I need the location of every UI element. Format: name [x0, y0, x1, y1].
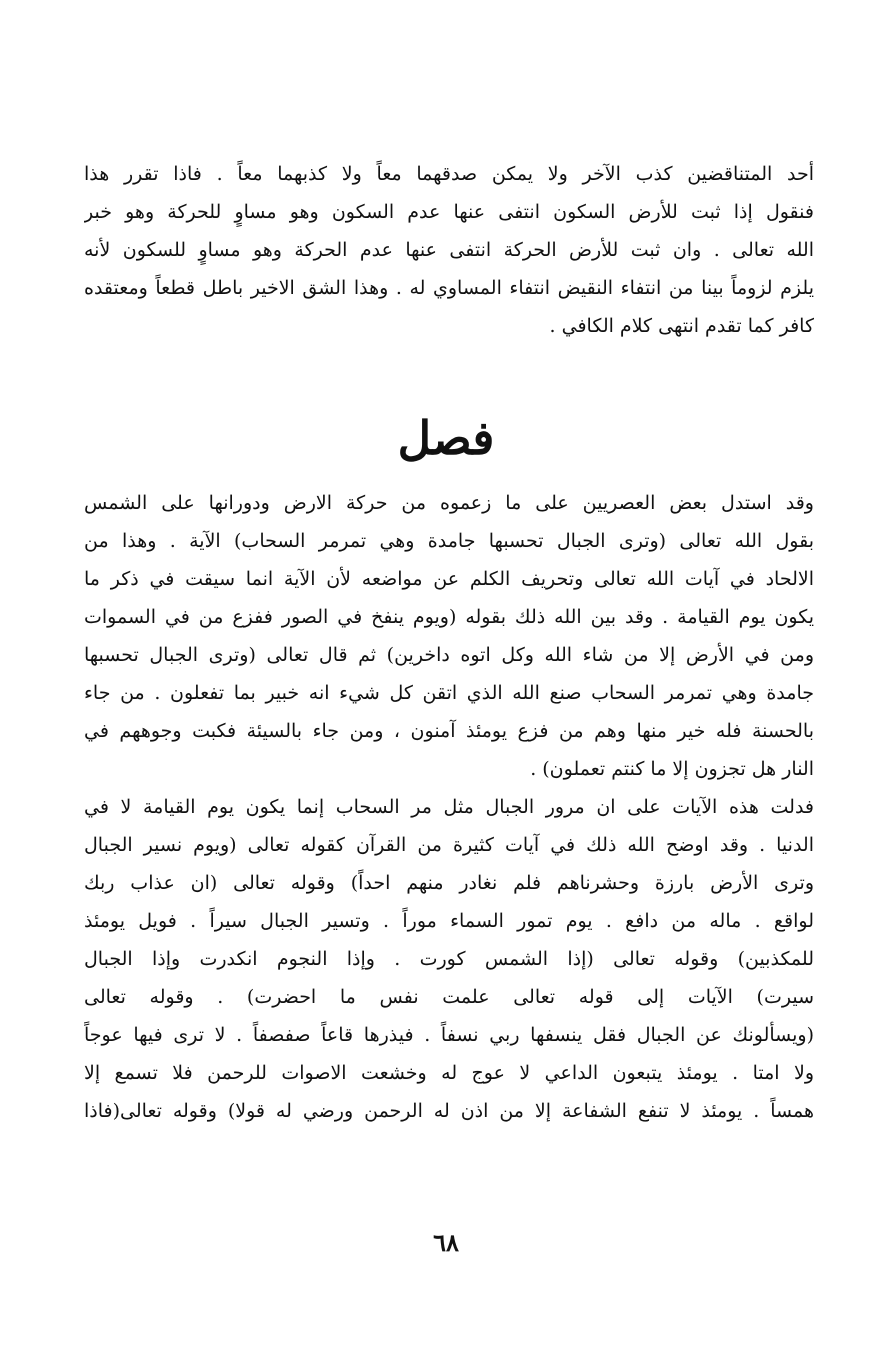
text-line: الله تعالى . وان ثبت للأرض الحركة انتفى عنها عدم الحركة وهو مساوٍ للسكون لأنه [84, 239, 814, 261]
text-line: فنقول إذا ثبت للأرض السكون انتفى عنها عدم السكون وهو مساوٍ للحركة وهو خبر [84, 201, 814, 223]
text-line: الالحاد في آيات الله تعالى وتحريف الكلم عن مواضعه لأن الآية انما سيقت في ذكر ما [84, 568, 814, 590]
text-line: سيرت) الآيات إلى قوله تعالى علمت نفس ما احضرت) . وقوله تعالى [84, 986, 814, 1008]
text-line: ولا امتا . يومئذ يتبعون الداعي لا عوج له وخشعت الاصوات للرحمن فلا تسمع إلا [84, 1062, 814, 1084]
paragraph-1 [84, 155, 814, 345]
text-line: جامدة وهي تمرمر السحاب صنع الله الذي اتقن كل شيء انه خبير بما تفعلون . من جاء [84, 682, 814, 704]
text-line: للمكذبين) وقوله تعالى (إذا الشمس كورت . وإذا النجوم انكدرت وإذا الجبال [84, 948, 814, 970]
text-line: (ويسألونك عن الجبال فقل ينسفها ربي نسفاً . فيذرها قاعاً صفصفاً . لا ترى فيها عوجاً [84, 1024, 814, 1046]
text-line: الدنيا . وقد اوضح الله ذلك في آيات كثيرة من القرآن كقوله تعالى (ويوم نسير الجبال [84, 834, 814, 856]
text-line: أحد المتناقضين كذب الآخر ولا يمكن صدقهما معاً ولا كذبهما معاً . فاذا تقرر هذا [84, 163, 814, 185]
text-line: لواقع . ماله من دافع . يوم تمور السماء موراً . وتسير الجبال سيراً . فويل يومئذ [84, 910, 814, 932]
text-line: وقد استدل بعض العصريين على ما زعموه من حركة الارض ودورانها على الشمس [84, 492, 814, 514]
text-line: النار هل تجزون إلا ما كنتم تعملون) . [530, 758, 814, 780]
section-heading: فصل [397, 411, 495, 465]
text-line: ومن في الأرض إلا من شاء الله وكل اتوه داخرين) ثم قال تعالى (وترى الجبال تحسبها [84, 644, 814, 666]
paragraph-2 [84, 484, 814, 788]
text-line: يلزم لزوماً بينا من انتفاء النقيض انتفاء المساوي له . وهذا الشق الاخير باطل قطعاً ومعتقده [84, 277, 814, 299]
text-line: بقول الله تعالى (وترى الجبال تحسبها جامدة وهي تمرمر السحاب) الآية . وهذا من [84, 530, 814, 552]
text-line: يكون يوم القيامة . وقد بين الله ذلك بقوله (ويوم ينفخ في الصور ففزع من في السموات [84, 606, 814, 628]
text-line: همساً . يومئذ لا تنفع الشفاعة إلا من اذن له الرحمن ورضي له قولا) وقوله تعالى(فاذا [84, 1100, 814, 1122]
text-line: كافر كما تقدم انتهى كلام الكافي . [549, 315, 814, 337]
text-line: وترى الأرض بارزة وحشرناهم فلم نغادر منهم احداً) وقوله تعالى (ان عذاب ربك [84, 872, 814, 894]
paragraph-3 [84, 788, 814, 1130]
page-number: ٦٨ [433, 1228, 459, 1257]
text-line: فدلت هذه الآيات على ان مرور الجبال مثل مر السحاب إنما يكون يوم القيامة لا في [84, 796, 814, 818]
text-line: بالحسنة فله خير منها وهم من فزع يومئذ آمنون ، ومن جاء بالسيئة فكبت وجوههم في [84, 720, 814, 742]
